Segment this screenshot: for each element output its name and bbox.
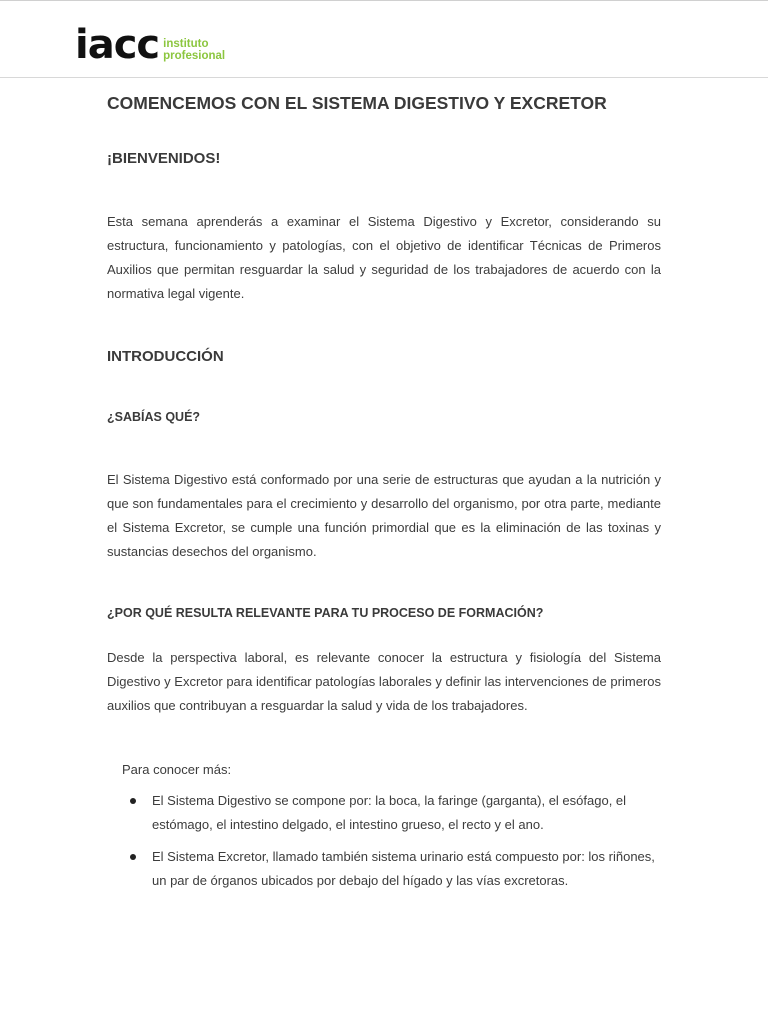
- welcome-heading: ¡BIENVENIDOS!: [107, 150, 221, 167]
- bullet-icon: [130, 854, 136, 860]
- page-title: COMENCEMOS CON EL SISTEMA DIGESTIVO Y EXCRETOR: [107, 93, 607, 113]
- logo-mark: iacc: [75, 22, 160, 68]
- bullet-icon: [130, 798, 136, 804]
- more-info-lead: Para conocer más:: [122, 762, 232, 777]
- list-item: [122, 845, 662, 893]
- relevance-heading: ¿POR QUÉ RESULTA RELEVANTE PARA TU PROCESO DE FORMACIÓN?: [107, 606, 544, 620]
- relevance-paragraph: Desde la perspectiva laboral, es relevante conocer la estructura y fisiología del Sistema Digestivo y Excretor para identificar patologías laborales y definir las intervenciones de primeros auxilios que contribuyan a resguardar la salud y vida de los trabajadores.: [107, 650, 661, 713]
- logo-text: [163, 38, 225, 62]
- logo-line-1: instituto: [163, 38, 209, 50]
- sabias-heading: ¿SABÍAS QUÉ?: [107, 410, 201, 424]
- document-header: [0, 1, 768, 77]
- sabias-paragraph: El Sistema Digestivo está conformado por una serie de estructuras que ayudan a la nutrición y que son fundamentales para el crecimiento y desarrollo del organismo, por otra parte, mediante el Sistema Excretor, se cumple una función primordial que es la eliminación de las toxinas y sustancias desechos del organismo.: [107, 472, 661, 559]
- iacc-logo: [75, 22, 226, 68]
- list-item-text: El Sistema Excretor, llamado también sistema urinario está compuesto por: los riñones, un par de órganos ubicados por debajo del hígado y las vías excretoras.: [152, 849, 655, 888]
- header-divider: [0, 77, 768, 78]
- logo-line-2: profesional: [163, 50, 226, 62]
- list-item-text: El Sistema Digestivo se compone por: la boca, la faringe (garganta), el esófago, el estómago, el intestino delgado, el intestino grueso, el recto y el ano.: [152, 793, 627, 832]
- more-info-list: [122, 789, 662, 901]
- welcome-paragraph: Esta semana aprenderás a examinar el Sistema Digestivo y Excretor, considerando su estructura, funcionamiento y patologías, con el objetivo de identificar Técnicas de Primeros Auxilios que permitan resguardar la salud y seguridad de los trabajadores de acuerdo con la normativa legal vigente.: [107, 214, 661, 301]
- list-item: [122, 789, 662, 837]
- intro-heading: INTRODUCCIÓN: [107, 348, 224, 365]
